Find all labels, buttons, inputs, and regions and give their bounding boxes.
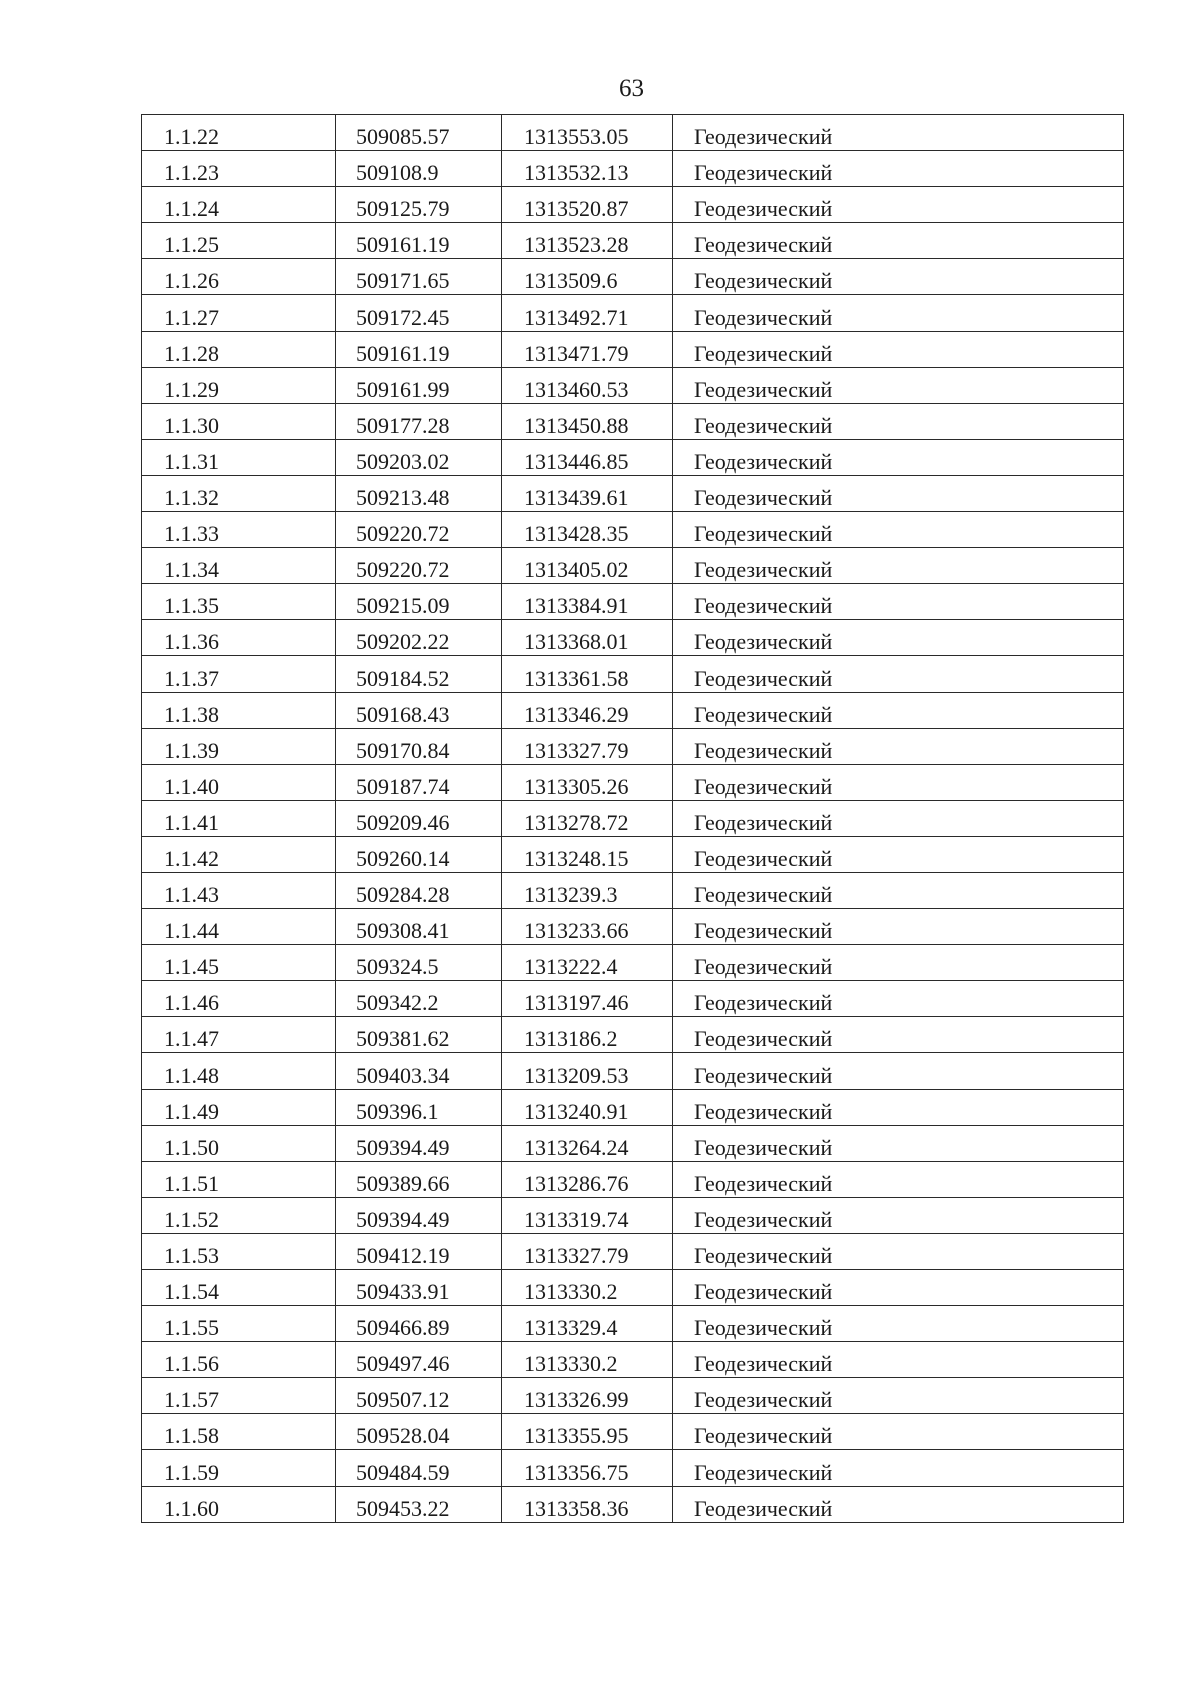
x-coordinate-cell: 509177.28 — [336, 403, 502, 439]
point-type-cell: Геодезический — [673, 403, 1124, 439]
x-coordinate-cell: 509203.02 — [336, 439, 502, 475]
y-coordinate-cell: 1313460.53 — [502, 367, 673, 403]
point-number-cell: 1.1.56 — [142, 1342, 336, 1378]
table-row — [142, 800, 1124, 836]
point-type-cell: Геодезический — [673, 1233, 1124, 1269]
x-coordinate-cell: 509394.49 — [336, 1125, 502, 1161]
y-coordinate-cell: 1313327.79 — [502, 728, 673, 764]
point-number-cell: 1.1.50 — [142, 1125, 336, 1161]
point-type-cell: Геодезический — [673, 1342, 1124, 1378]
point-number-cell: 1.1.26 — [142, 259, 336, 295]
x-coordinate-cell: 509381.62 — [336, 1017, 502, 1053]
x-coordinate-cell: 509184.52 — [336, 656, 502, 692]
table-row — [142, 259, 1124, 295]
table-row — [142, 1017, 1124, 1053]
y-coordinate-cell: 1313471.79 — [502, 331, 673, 367]
table-row — [142, 1342, 1124, 1378]
point-number-cell: 1.1.33 — [142, 512, 336, 548]
y-coordinate-cell: 1313240.91 — [502, 1089, 673, 1125]
point-number-cell: 1.1.45 — [142, 945, 336, 981]
x-coordinate-cell: 509528.04 — [336, 1414, 502, 1450]
point-number-cell: 1.1.46 — [142, 981, 336, 1017]
point-type-cell: Геодезический — [673, 223, 1124, 259]
table-row — [142, 223, 1124, 259]
y-coordinate-cell: 1313319.74 — [502, 1197, 673, 1233]
table-row — [142, 836, 1124, 872]
table-row — [142, 1306, 1124, 1342]
x-coordinate-cell: 509403.34 — [336, 1053, 502, 1089]
table-row — [142, 403, 1124, 439]
point-type-cell: Геодезический — [673, 764, 1124, 800]
point-type-cell: Геодезический — [673, 692, 1124, 728]
x-coordinate-cell: 509466.89 — [336, 1306, 502, 1342]
y-coordinate-cell: 1313264.24 — [502, 1125, 673, 1161]
x-coordinate-cell: 509308.41 — [336, 909, 502, 945]
point-number-cell: 1.1.28 — [142, 331, 336, 367]
point-type-cell: Геодезический — [673, 584, 1124, 620]
point-number-cell: 1.1.24 — [142, 187, 336, 223]
table-row — [142, 620, 1124, 656]
table-row — [142, 1378, 1124, 1414]
table-row — [142, 439, 1124, 475]
point-number-cell: 1.1.40 — [142, 764, 336, 800]
y-coordinate-cell: 1313329.4 — [502, 1306, 673, 1342]
table-row — [142, 1414, 1124, 1450]
table-row — [142, 656, 1124, 692]
x-coordinate-cell: 509168.43 — [336, 692, 502, 728]
table-row — [142, 1053, 1124, 1089]
x-coordinate-cell: 509260.14 — [336, 836, 502, 872]
y-coordinate-cell: 1313326.99 — [502, 1378, 673, 1414]
point-type-cell: Геодезический — [673, 548, 1124, 584]
point-type-cell: Геодезический — [673, 1378, 1124, 1414]
point-number-cell: 1.1.52 — [142, 1197, 336, 1233]
table-row — [142, 1486, 1124, 1522]
point-type-cell: Геодезический — [673, 981, 1124, 1017]
x-coordinate-cell: 509172.45 — [336, 295, 502, 331]
table-row — [142, 764, 1124, 800]
y-coordinate-cell: 1313492.71 — [502, 295, 673, 331]
point-type-cell: Геодезический — [673, 1017, 1124, 1053]
y-coordinate-cell: 1313523.28 — [502, 223, 673, 259]
x-coordinate-cell: 509161.19 — [336, 223, 502, 259]
y-coordinate-cell: 1313186.2 — [502, 1017, 673, 1053]
table-row — [142, 728, 1124, 764]
table-row — [142, 1233, 1124, 1269]
point-number-cell: 1.1.58 — [142, 1414, 336, 1450]
y-coordinate-cell: 1313248.15 — [502, 836, 673, 872]
x-coordinate-cell: 509220.72 — [336, 512, 502, 548]
point-number-cell: 1.1.30 — [142, 403, 336, 439]
point-number-cell: 1.1.37 — [142, 656, 336, 692]
table-row — [142, 981, 1124, 1017]
point-type-cell: Геодезический — [673, 728, 1124, 764]
point-type-cell: Геодезический — [673, 620, 1124, 656]
point-type-cell: Геодезический — [673, 945, 1124, 981]
table-row — [142, 151, 1124, 187]
table-row — [142, 1089, 1124, 1125]
point-type-cell: Геодезический — [673, 1197, 1124, 1233]
table-row — [142, 909, 1124, 945]
x-coordinate-cell: 509324.5 — [336, 945, 502, 981]
y-coordinate-cell: 1313239.3 — [502, 872, 673, 908]
point-number-cell: 1.1.22 — [142, 115, 336, 151]
x-coordinate-cell: 509394.49 — [336, 1197, 502, 1233]
y-coordinate-cell: 1313358.36 — [502, 1486, 673, 1522]
x-coordinate-cell: 509396.1 — [336, 1089, 502, 1125]
y-coordinate-cell: 1313405.02 — [502, 548, 673, 584]
point-type-cell: Геодезический — [673, 1270, 1124, 1306]
point-type-cell: Геодезический — [673, 1450, 1124, 1486]
coordinates-table — [141, 114, 1124, 1523]
coordinates-table-body — [142, 115, 1124, 1523]
y-coordinate-cell: 1313509.6 — [502, 259, 673, 295]
point-type-cell: Геодезический — [673, 439, 1124, 475]
point-number-cell: 1.1.23 — [142, 151, 336, 187]
point-type-cell: Геодезический — [673, 1414, 1124, 1450]
point-number-cell: 1.1.54 — [142, 1270, 336, 1306]
x-coordinate-cell: 509284.28 — [336, 872, 502, 908]
point-number-cell: 1.1.60 — [142, 1486, 336, 1522]
point-number-cell: 1.1.49 — [142, 1089, 336, 1125]
x-coordinate-cell: 509125.79 — [336, 187, 502, 223]
x-coordinate-cell: 509507.12 — [336, 1378, 502, 1414]
point-number-cell: 1.1.47 — [142, 1017, 336, 1053]
x-coordinate-cell: 509161.19 — [336, 331, 502, 367]
table-row — [142, 1125, 1124, 1161]
point-type-cell: Геодезический — [673, 259, 1124, 295]
table-row — [142, 1270, 1124, 1306]
point-type-cell: Геодезический — [673, 331, 1124, 367]
point-number-cell: 1.1.51 — [142, 1161, 336, 1197]
y-coordinate-cell: 1313286.76 — [502, 1161, 673, 1197]
point-number-cell: 1.1.38 — [142, 692, 336, 728]
point-number-cell: 1.1.34 — [142, 548, 336, 584]
table-row — [142, 187, 1124, 223]
y-coordinate-cell: 1313197.46 — [502, 981, 673, 1017]
y-coordinate-cell: 1313384.91 — [502, 584, 673, 620]
point-number-cell: 1.1.39 — [142, 728, 336, 764]
x-coordinate-cell: 509215.09 — [336, 584, 502, 620]
point-type-cell: Геодезический — [673, 872, 1124, 908]
y-coordinate-cell: 1313361.58 — [502, 656, 673, 692]
table-row — [142, 331, 1124, 367]
x-coordinate-cell: 509187.74 — [336, 764, 502, 800]
point-type-cell: Геодезический — [673, 475, 1124, 511]
x-coordinate-cell: 509220.72 — [336, 548, 502, 584]
point-number-cell: 1.1.42 — [142, 836, 336, 872]
point-type-cell: Геодезический — [673, 836, 1124, 872]
point-number-cell: 1.1.59 — [142, 1450, 336, 1486]
point-type-cell: Геодезический — [673, 1161, 1124, 1197]
point-type-cell: Геодезический — [673, 295, 1124, 331]
x-coordinate-cell: 509108.9 — [336, 151, 502, 187]
point-number-cell: 1.1.27 — [142, 295, 336, 331]
table-row — [142, 475, 1124, 511]
y-coordinate-cell: 1313428.35 — [502, 512, 673, 548]
y-coordinate-cell: 1313553.05 — [502, 115, 673, 151]
y-coordinate-cell: 1313278.72 — [502, 800, 673, 836]
y-coordinate-cell: 1313327.79 — [502, 1233, 673, 1269]
point-number-cell: 1.1.32 — [142, 475, 336, 511]
table-row — [142, 872, 1124, 908]
y-coordinate-cell: 1313450.88 — [502, 403, 673, 439]
x-coordinate-cell: 509497.46 — [336, 1342, 502, 1378]
y-coordinate-cell: 1313355.95 — [502, 1414, 673, 1450]
point-type-cell: Геодезический — [673, 1486, 1124, 1522]
point-type-cell: Геодезический — [673, 1306, 1124, 1342]
y-coordinate-cell: 1313439.61 — [502, 475, 673, 511]
page-number: 63 — [619, 75, 644, 102]
point-type-cell: Геодезический — [673, 512, 1124, 548]
y-coordinate-cell: 1313330.2 — [502, 1270, 673, 1306]
point-number-cell: 1.1.53 — [142, 1233, 336, 1269]
point-number-cell: 1.1.44 — [142, 909, 336, 945]
point-type-cell: Геодезический — [673, 151, 1124, 187]
y-coordinate-cell: 1313356.75 — [502, 1450, 673, 1486]
point-type-cell: Геодезический — [673, 187, 1124, 223]
table-row — [142, 1161, 1124, 1197]
x-coordinate-cell: 509161.99 — [336, 367, 502, 403]
table-row — [142, 295, 1124, 331]
x-coordinate-cell: 509202.22 — [336, 620, 502, 656]
point-number-cell: 1.1.48 — [142, 1053, 336, 1089]
x-coordinate-cell: 509412.19 — [336, 1233, 502, 1269]
table-row — [142, 692, 1124, 728]
table-row — [142, 548, 1124, 584]
point-type-cell: Геодезический — [673, 656, 1124, 692]
y-coordinate-cell: 1313305.26 — [502, 764, 673, 800]
y-coordinate-cell: 1313222.4 — [502, 945, 673, 981]
x-coordinate-cell: 509085.57 — [336, 115, 502, 151]
y-coordinate-cell: 1313446.85 — [502, 439, 673, 475]
point-type-cell: Геодезический — [673, 367, 1124, 403]
table-row — [142, 584, 1124, 620]
y-coordinate-cell: 1313520.87 — [502, 187, 673, 223]
x-coordinate-cell: 509453.22 — [336, 1486, 502, 1522]
table-row — [142, 512, 1124, 548]
point-type-cell: Геодезический — [673, 800, 1124, 836]
point-number-cell: 1.1.55 — [142, 1306, 336, 1342]
x-coordinate-cell: 509389.66 — [336, 1161, 502, 1197]
point-number-cell: 1.1.43 — [142, 872, 336, 908]
point-number-cell: 1.1.31 — [142, 439, 336, 475]
x-coordinate-cell: 509213.48 — [336, 475, 502, 511]
table-row — [142, 1450, 1124, 1486]
y-coordinate-cell: 1313368.01 — [502, 620, 673, 656]
point-number-cell: 1.1.41 — [142, 800, 336, 836]
table-row — [142, 367, 1124, 403]
point-type-cell: Геодезический — [673, 115, 1124, 151]
point-type-cell: Геодезический — [673, 909, 1124, 945]
y-coordinate-cell: 1313346.29 — [502, 692, 673, 728]
y-coordinate-cell: 1313532.13 — [502, 151, 673, 187]
point-number-cell: 1.1.29 — [142, 367, 336, 403]
point-number-cell: 1.1.35 — [142, 584, 336, 620]
y-coordinate-cell: 1313330.2 — [502, 1342, 673, 1378]
point-number-cell: 1.1.57 — [142, 1378, 336, 1414]
x-coordinate-cell: 509484.59 — [336, 1450, 502, 1486]
point-number-cell: 1.1.25 — [142, 223, 336, 259]
table-row — [142, 945, 1124, 981]
x-coordinate-cell: 509170.84 — [336, 728, 502, 764]
table-row — [142, 1197, 1124, 1233]
table-row — [142, 115, 1124, 151]
point-type-cell: Геодезический — [673, 1125, 1124, 1161]
x-coordinate-cell: 509342.2 — [336, 981, 502, 1017]
x-coordinate-cell: 509209.46 — [336, 800, 502, 836]
point-type-cell: Геодезический — [673, 1089, 1124, 1125]
y-coordinate-cell: 1313233.66 — [502, 909, 673, 945]
point-number-cell: 1.1.36 — [142, 620, 336, 656]
x-coordinate-cell: 509433.91 — [336, 1270, 502, 1306]
y-coordinate-cell: 1313209.53 — [502, 1053, 673, 1089]
x-coordinate-cell: 509171.65 — [336, 259, 502, 295]
point-type-cell: Геодезический — [673, 1053, 1124, 1089]
